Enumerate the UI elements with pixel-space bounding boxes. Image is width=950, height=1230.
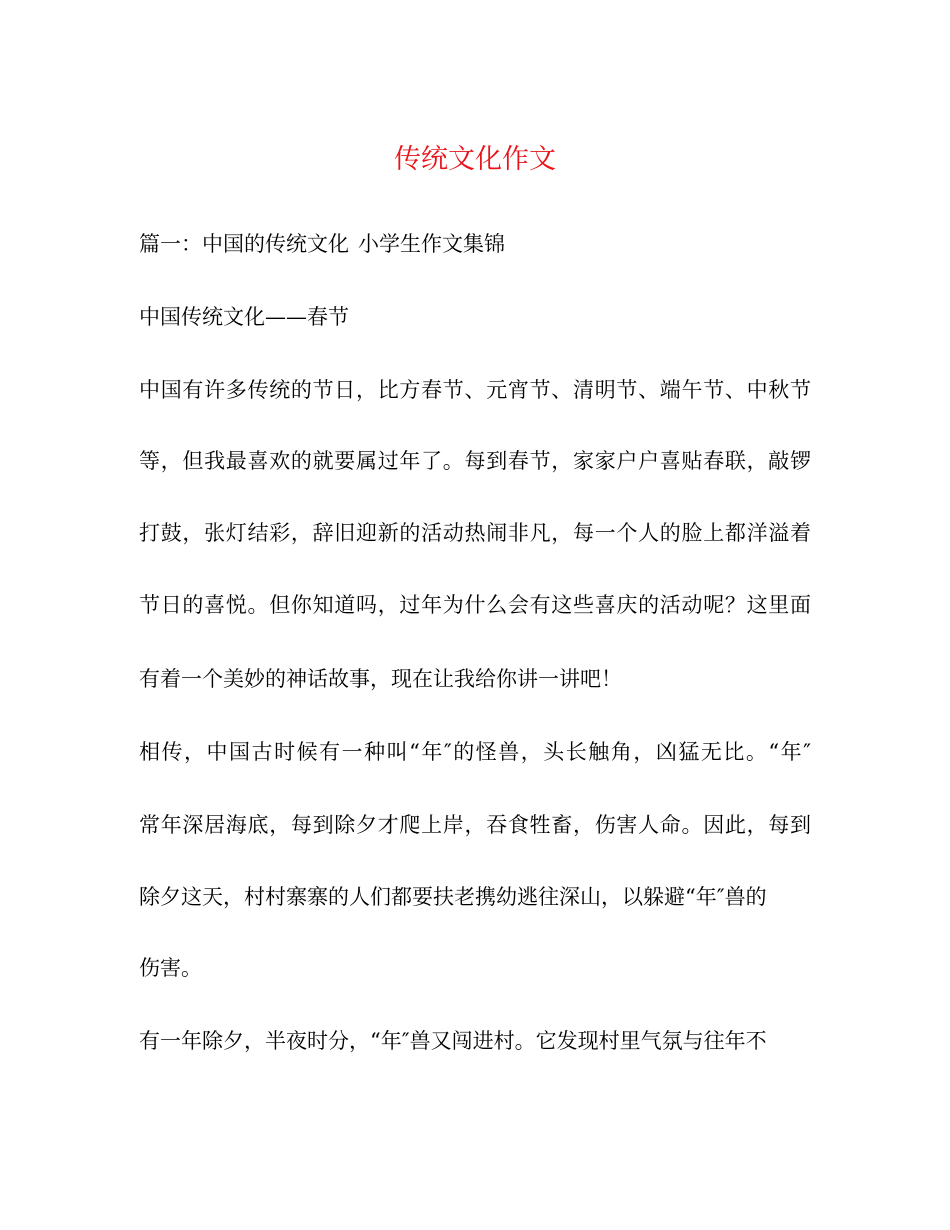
paragraph-line: 等，但我最喜欢的就要属过年了。每到春节，家家户户喜贴春联，敲锣 <box>139 449 811 473</box>
paragraph-line: 有着一个美妙的神话故事，现在让我给你讲一讲吧！ <box>139 667 622 691</box>
essay-subtitle: 中国传统文化——春节 <box>139 305 349 329</box>
paragraph-line: 相传，中国古时候有一种叫“年″的怪兽，头长触角，凶猛无比。“年″ <box>139 740 811 764</box>
section-heading-part1: 篇一：中国的传统文化 <box>139 232 349 256</box>
paragraph-line: 常年深居海底，每到除夕才爬上岸，吞食牲畜，伤害人命。因此，每到 <box>139 813 811 837</box>
paragraph-line: 中国有许多传统的节日，比方春节、元宵节、清明节、端午节、中秋节 <box>139 378 811 402</box>
section-heading <box>139 229 505 259</box>
paragraph-line: 节日的喜悦。但你知道吗，过年为什么会有这些喜庆的活动呢？这里面 <box>139 593 811 617</box>
paragraph-line: 除夕这天，村村寨寨的人们都要扶老携幼逃往深山，以躲避“年″兽的 <box>139 885 767 909</box>
section-heading-part2: 小学生作文集锦 <box>358 232 505 256</box>
paragraph-line: 伤害。 <box>139 956 202 980</box>
paragraph-line: 打鼓，张灯结彩，辞旧迎新的活动热闹非凡，每一个人的脸上都洋溢着 <box>139 521 811 545</box>
document-title: 传统文化作文 <box>394 144 556 175</box>
paragraph-line: 有一年除夕，半夜时分，“年″兽又闯进村。它发现村里气氛与往年不 <box>139 1029 767 1053</box>
